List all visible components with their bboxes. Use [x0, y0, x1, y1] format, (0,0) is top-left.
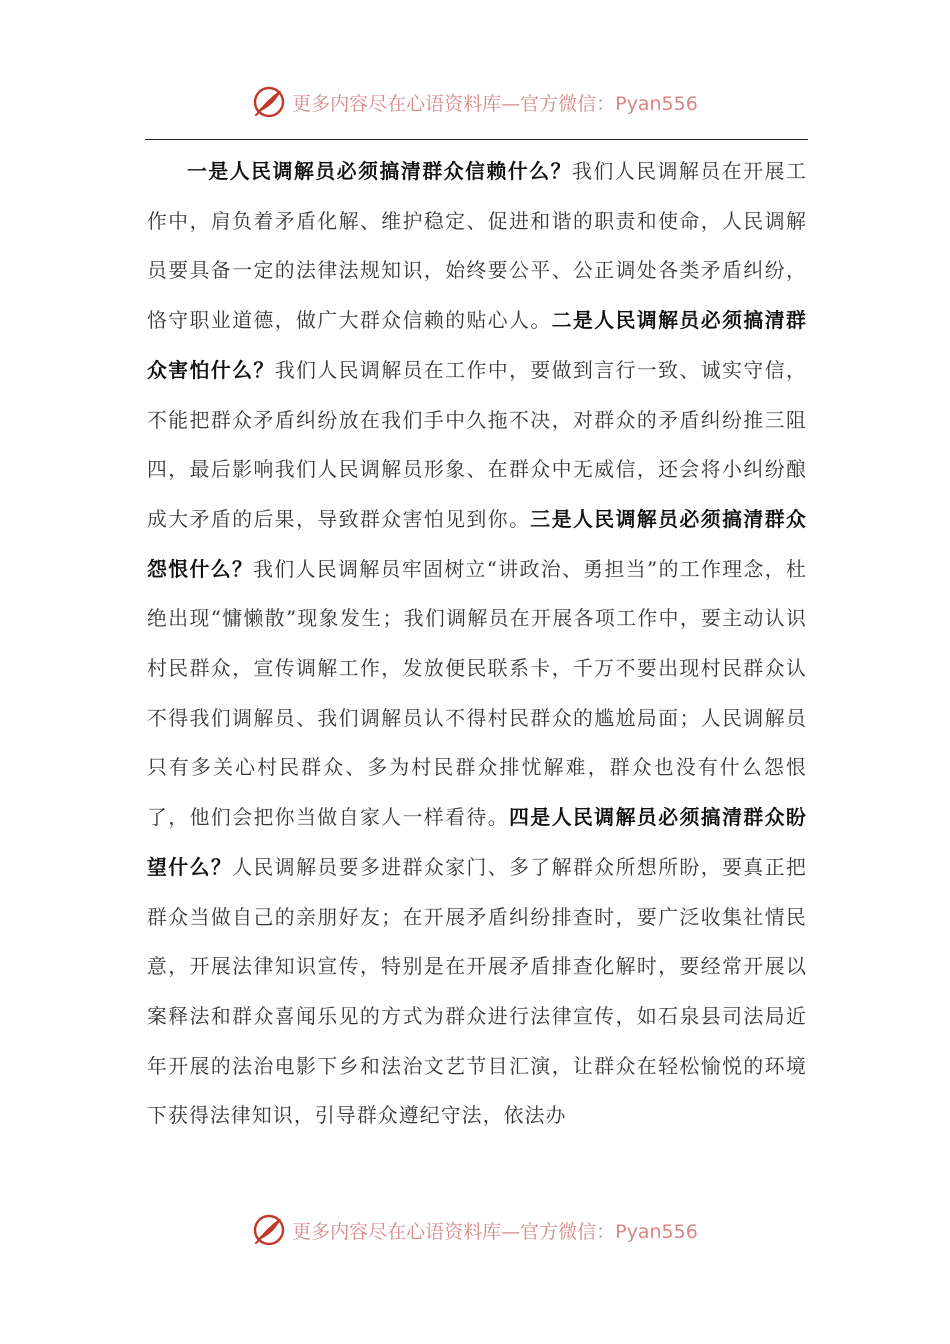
point-four-heading: 四是人民调解员必须搞清群众盼望什么？: [147, 805, 807, 879]
document-body: [147, 147, 807, 1141]
footer-banner-handle: Pyan556: [615, 1220, 698, 1243]
quill-logo-icon: [252, 1213, 286, 1247]
point-three-heading: 三是人民调解员必须搞清群众怨恨什么？: [147, 506, 807, 581]
point-one-heading: 一是人民调解员必须搞清群众信赖什么？: [187, 159, 573, 183]
header-banner: [0, 78, 950, 126]
point-four-text: 人民调解员要多进群众家门、多了解群众所想所盼，要真正把群众当做自己的亲朋好友；在开展矛盾纠纷排查时，要广泛收集社情民意，开展法律知识宣传，特别是在开展矛盾排查化解时，要经常开展以案释法和群众喜闻乐见的方式为群众进行法律宣传，如石泉县司法局近年开展的法治电影下乡和法治文艺节目汇演，让群众在轻松愉悦的环境下获得法律知识，引导群众遵纪守法，依法办: [147, 855, 807, 1128]
quill-logo-icon: [252, 85, 286, 119]
footer-banner: [0, 1206, 950, 1254]
point-two-heading: 二是人民调解员必须搞清群众害怕什么？: [147, 308, 807, 382]
header-banner-text: [292, 89, 698, 116]
point-one-text: 我们人民调解员在开展工作中，肩负着矛盾化解、维护稳定、促进和谐的职责和使命，人民调解员要具备一定的法律法规知识，始终要公平、公正调处各类矛盾纠纷，恪守职业道德，做广大群众信赖的贴心人。: [147, 160, 807, 333]
point-three-text: 我们人民调解员牢固树立“讲政治、勇担当”的工作理念，杜绝出现“慵懒散”现象发生；我们调解员在开展各项工作中，要主动认识村民群众，宣传调解工作，发放便民联系卡，千万不要出现村民群众认不得我们调解员、我们调解员认不得村民群众的尴尬局面；人民调解员只有多关心村民群众、多为村民群众排忧解难，群众也没有什么怨恨了，他们会把你当做自家人一样看待。: [147, 557, 807, 830]
header-banner-label: 更多内容尽在心语资料库—官方微信：: [292, 92, 616, 115]
header-divider: [145, 139, 808, 140]
point-two-text: 我们人民调解员在工作中，要做到言行一致、诚实守信，不能把群众矛盾纠纷放在我们手中久拖不决，对群众的矛盾纠纷推三阻四，最后影响我们人民调解员形象、在群众中无威信，还会将小纠纷酿成大矛盾的后果，导致群众害怕见到你。: [147, 358, 807, 531]
footer-banner-text: [292, 1217, 698, 1244]
footer-banner-label: 更多内容尽在心语资料库—官方微信：: [292, 1220, 616, 1243]
header-banner-handle: Pyan556: [615, 92, 698, 115]
